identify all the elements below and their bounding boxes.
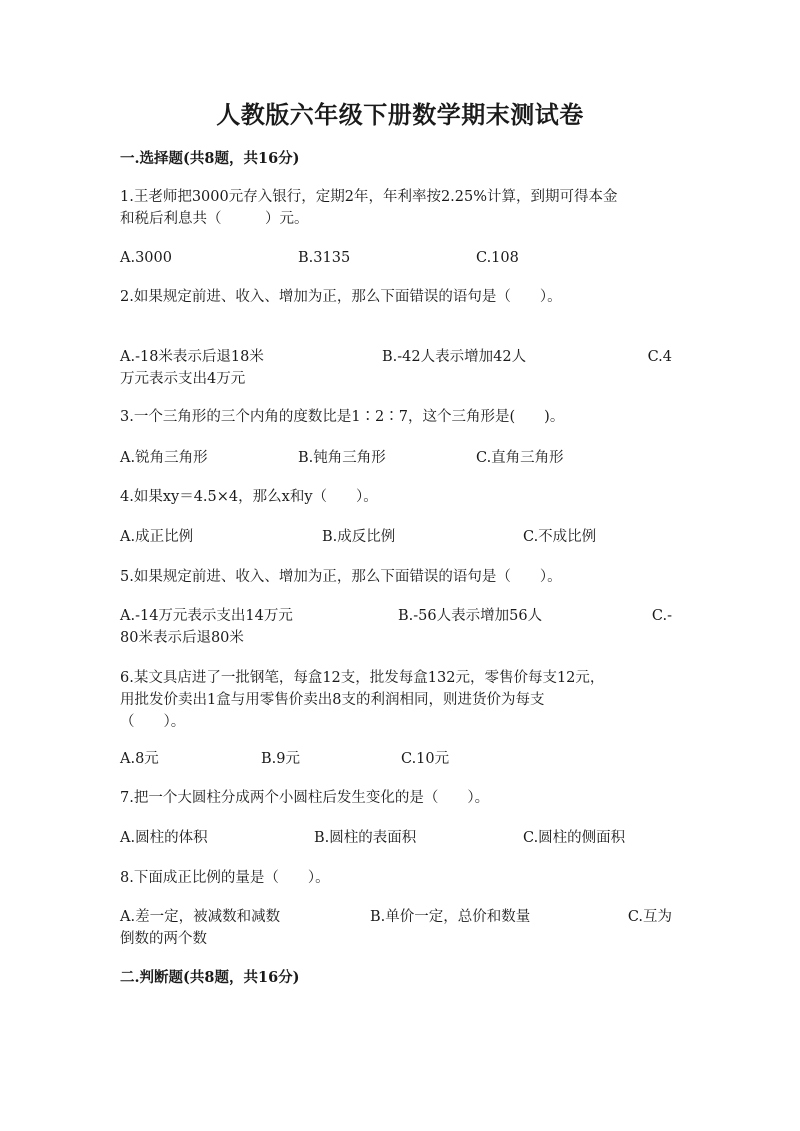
option-c-continued: 万元表示支出4万元 — [120, 371, 246, 387]
option-b: B.单价一定，总价和数量 — [370, 909, 531, 925]
option-b: B.-42人表示增加42人 — [382, 349, 527, 365]
option-b: B.9元 — [261, 751, 300, 767]
option-a: A.差一定，被减数和减数 — [120, 909, 281, 925]
question-text-line: 6.某文具店进了一批钢笔，每盒12支，批发每盒132元，零售价每支12元， — [120, 670, 605, 686]
options-8 — [120, 906, 672, 950]
options-6 — [120, 748, 672, 792]
question-3 — [120, 406, 676, 428]
option-b: B.3135 — [298, 250, 351, 266]
section-heading-judgment: 二.判断题(共8题，共16分) — [120, 969, 300, 986]
option-c: C.直角三角形 — [476, 450, 564, 466]
question-5 — [120, 566, 676, 588]
option-c: C.不成比例 — [523, 529, 597, 545]
option-a: A.成正比例 — [120, 529, 194, 545]
option-b: B.钝角三角形 — [298, 450, 386, 466]
question-6 — [120, 667, 676, 733]
question-1 — [120, 186, 676, 230]
question-text-line: 用批发价卖出1盒与用零售价卖出8支的利润相同，则进货价为每支 — [120, 692, 545, 708]
options-3 — [120, 447, 672, 491]
option-c: C.108 — [476, 250, 519, 266]
option-a: A.圆柱的体积 — [120, 830, 208, 846]
question-text-line: 5.如果规定前进、收入、增加为正，那么下面错误的语句是（ ）。 — [120, 569, 562, 585]
option-a: A.-18米表示后退18米 — [120, 349, 264, 365]
option-b: B.圆柱的表面积 — [314, 830, 417, 846]
option-c: C.- — [651, 608, 672, 624]
question-text-line: 1.王老师把3000元存入银行，定期2年，年利率按2.25%计算，到期可得本金 — [120, 189, 618, 205]
question-7 — [120, 787, 676, 809]
option-b: B.成反比例 — [322, 529, 396, 545]
question-text-line: 8.下面成正比例的量是（ ）。 — [120, 870, 330, 886]
options-5 — [120, 605, 672, 649]
options-1 — [120, 247, 672, 291]
question-text-line: 4.如果xy＝4.5×4，那么x和y（ ）。 — [120, 489, 378, 505]
question-8 — [120, 867, 676, 889]
page-title: 人教版六年级下册数学期末测试卷 — [216, 100, 584, 129]
question-text-line: 3.一个三角形的三个内角的度数比是1∶2∶7，这个三角形是( )。 — [120, 409, 565, 425]
option-a: A.8元 — [120, 751, 159, 767]
question-text-line: 7.把一个大圆柱分成两个小圆柱后发生变化的是（ ）。 — [120, 790, 490, 806]
option-c-continued: 倒数的两个数 — [120, 931, 207, 947]
option-c: C.10元 — [401, 751, 450, 767]
option-c: C.圆柱的侧面积 — [523, 830, 626, 846]
option-c: C.互为 — [627, 909, 672, 925]
question-text-line: 和税后利息共（ ）元。 — [120, 211, 309, 227]
options-7 — [120, 827, 672, 871]
option-c-continued: 80米表示后退80米 — [120, 630, 244, 646]
options-4 — [120, 526, 672, 570]
question-4 — [120, 486, 676, 508]
question-2 — [120, 286, 676, 308]
option-a: A.-14万元表示支出14万元 — [120, 608, 293, 624]
option-b: B.-56人表示增加56人 — [398, 608, 543, 624]
option-a: A.锐角三角形 — [120, 450, 208, 466]
option-a: A.3000 — [120, 250, 172, 266]
section-heading-choice: 一.选择题(共8题，共16分) — [120, 150, 300, 167]
option-c: C.4 — [647, 349, 672, 365]
options-2 — [120, 346, 672, 390]
question-text-line: （ ）。 — [120, 714, 186, 730]
question-text-line: 2.如果规定前进、收入、增加为正，那么下面错误的语句是（ ）。 — [120, 289, 562, 305]
